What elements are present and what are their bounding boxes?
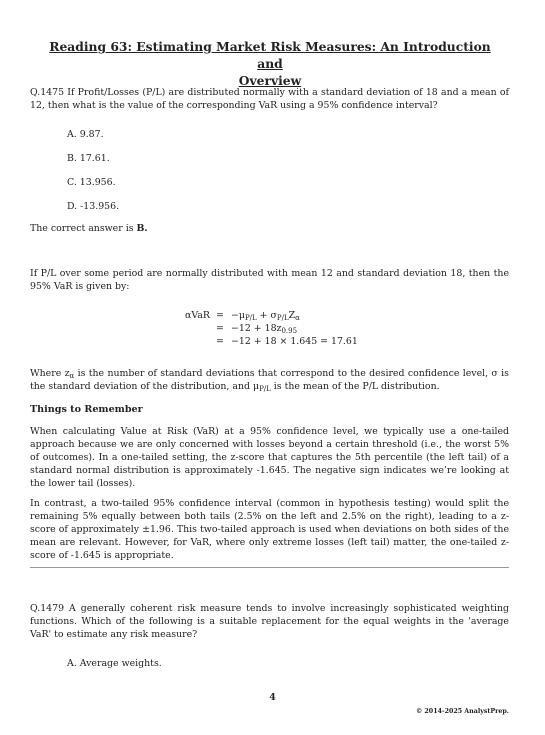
equation-line-1: $-\mu_{P/L} + \sigma_{P/L}Z_\alpha$ [231,310,300,322]
remember-paragraph-1: When calculating Value at Risk (VaR) at a 95% confidence level, we typically use a one-tailed approach because we are only concerned with losses beyond a certain threshold (i.e., the worst 5% of outcomes). In a one-tailed setting, the z-score that captures the 5th percentile (the left tail) of a standard normal distribution is approximately -1.645. The negative sign indicates we’re looking at the lower tail (losses). [30,426,509,489]
equals-sign-2: = [216,323,224,334]
equation-lhs: αVaR [185,310,210,321]
equation-line-2: $-12 + 18z_{0.95}$ [231,323,298,335]
title-line-2: Overview [238,73,302,88]
copyright-footer: © 2014-2025 AnalystPrep. [415,708,509,715]
page-number: 4 [269,692,276,703]
equals-sign-1: = [216,310,224,321]
answer-prefix: The correct answer is [30,223,137,234]
title-line-1: Reading 63: Estimating Market Risk Measures: An Introduction and [49,39,491,71]
equals-sign-3: = [216,336,224,347]
section-divider [30,567,509,568]
things-to-remember-heading: Things to Remember [30,404,143,415]
question-1479-text: Q.1479 A generally coherent risk measure tends to involve increasingly sophisticated weighting functions. Which of the following is a suitable replacement for the equal weights in the 'average VaR' to estimate any risk measure? [30,603,509,640]
question-1475-text: Q.1475 If Profit/Losses (P/L) are distributed normally with a standard deviation of 18 and a mean of 12, then what is the value of the corresponding VaR using a 95% confidence interval? [30,87,509,111]
equation-line-3: −12 + 18 × 1.645 = 17.61 [231,336,358,347]
q1479-option-a: A. Average weights. [67,658,162,669]
remember-paragraph-2: In contrast, a two-tailed 95% confidence interval (common in hypothesis testing) would split the remaining 5% equally between both tails (2.5% on the left and 2.5% on the right), leading to a z-score of approximately ±1.96. This two-tailed approach is used when deviations on both sides of the mean are relevant. However, for VaR, where only extreme losses (left tail) matter, the one-tailed z-score of -1.645 is appropriate. [30,498,509,561]
option-d: D. -13.956. [67,201,120,212]
answer-value: B. [136,223,148,234]
page-title [40,38,500,89]
correct-answer [30,222,509,235]
option-a: A. 9.87. [67,129,104,140]
explanation-intro: If P/L over some period are normally distributed with mean 12 and standard deviation 18, then the 95% VaR is given by: [30,268,509,292]
option-b: B. 17.61. [67,153,110,164]
where-paragraph: Where $z_\alpha$ is the number of standard deviations that correspond to the desired confidence level, σ is the standard deviation of the distribution, and $\mu_{P/L}$ is the mean of the P/L distribution. [30,368,509,393]
option-c: C. 13.956. [67,177,116,188]
